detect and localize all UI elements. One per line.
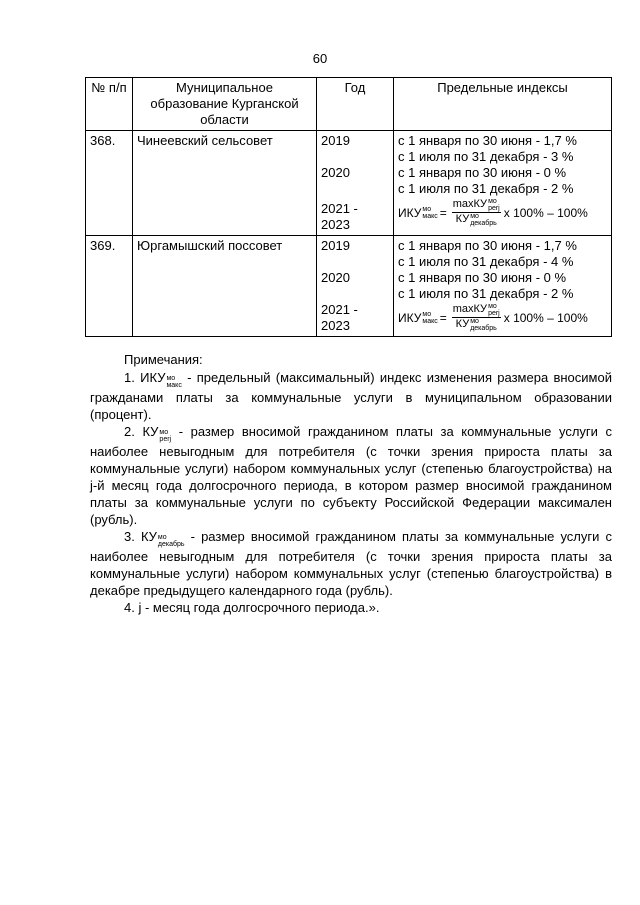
- notes-section: [90, 351, 612, 616]
- note-term-base: ИКУ: [140, 370, 166, 385]
- table-row: [86, 131, 612, 236]
- note-text: j - месяц года долгосрочного периода.».: [138, 600, 380, 615]
- formula-lhs-sub: макс: [422, 317, 438, 325]
- year-2019: 2019: [321, 238, 350, 253]
- note-item: [90, 423, 612, 528]
- note-item: [90, 599, 612, 616]
- note-term-sub: декабрь: [157, 541, 185, 548]
- formula-eq: =: [439, 310, 447, 325]
- formula-den: КУ: [455, 213, 470, 225]
- header-indices: Предельные индексы: [394, 78, 612, 131]
- row-years: [317, 236, 394, 337]
- formula-num: maxКУ: [452, 303, 488, 315]
- header-num: № п/п: [86, 78, 133, 131]
- formula-num: maxКУ: [452, 198, 488, 210]
- note-term: [141, 528, 185, 548]
- row-indices: [394, 131, 612, 236]
- note-text: - предельный (максимальный) индекс изменения размера вносимой гражданами платы за коммунальные услуги в муниципальном образовании (процент).: [90, 370, 612, 422]
- year-2020: 2020: [321, 270, 350, 285]
- notes-title: Примечания:: [124, 352, 203, 367]
- note-text: - размер вносимой гражданином платы за коммунальные услуги с наиболее невыгодным для потребителя (с точки зрения прироста платы за коммунальные услуги) набором коммунальных услуг (степенью благоустройства) в декабре предыдущего календарного года (рубль).: [90, 529, 612, 598]
- index-line: с 1 января по 30 июня - 0 %: [398, 165, 567, 180]
- year-2019: 2019: [321, 133, 350, 148]
- indices-table: [85, 77, 612, 337]
- index-formula: [398, 198, 607, 227]
- formula-fraction: [452, 198, 501, 227]
- formula-lhs-sub: макс: [422, 212, 438, 220]
- note-number: 3.: [124, 529, 135, 544]
- note-term-sub: макс: [166, 382, 182, 389]
- formula-den: КУ: [455, 318, 470, 330]
- note-number: 4.: [124, 600, 135, 615]
- table-header-row: [86, 78, 612, 131]
- note-number: 2.: [124, 424, 135, 439]
- page-number: 60: [312, 51, 328, 66]
- index-line: с 1 июля по 31 декабря - 2 %: [398, 286, 574, 301]
- year-2021: 2021 -: [321, 201, 358, 216]
- index-line: с 1 января по 30 июня - 0 %: [398, 270, 567, 285]
- note-text: - размер вносимой гражданином платы за коммунальные услуги с наиболее невыгодным для потребителя (с точки зрения прироста платы за коммунальные услуги) набором коммунальных услуг (степенью благоустройства) на j-й месяц года долгосрочного периода, в котором размер вносимой гражданином платы за коммунальные услуги по субъекту Российской Федерации максимален (рубль).: [90, 424, 612, 527]
- note-number: 1.: [124, 370, 135, 385]
- index-line: с 1 января по 30 июня - 1,7 %: [398, 238, 577, 253]
- year-2023: 2023: [321, 217, 350, 232]
- formula-eq: =: [439, 205, 447, 220]
- year-2020: 2020: [321, 165, 350, 180]
- note-term-sub: perj: [159, 436, 172, 443]
- formula-fraction: [452, 303, 501, 332]
- note-term-sup: мо: [157, 534, 167, 541]
- row-years: [317, 131, 394, 236]
- header-municipality: Муниципальное образование Курганской области: [133, 78, 317, 131]
- index-line: с 1 июля по 31 декабря - 4 %: [398, 254, 574, 269]
- table-row: [86, 236, 612, 337]
- row-num: 369.: [86, 236, 133, 337]
- row-indices: [394, 236, 612, 337]
- formula-den-sup: мо: [470, 213, 479, 220]
- note-item: [90, 528, 612, 599]
- formula-num-sup: мо: [488, 198, 497, 205]
- formula-num-sub: perj: [488, 205, 500, 212]
- index-line: с 1 июля по 31 декабря - 2 %: [398, 181, 574, 196]
- formula-den-sub: декабрь: [470, 220, 497, 227]
- year-2021: 2021 -: [321, 302, 358, 317]
- index-formula: [398, 303, 607, 332]
- formula-tail: x 100% – 100%: [503, 310, 588, 325]
- year-2023: 2023: [321, 318, 350, 333]
- row-municipality: Чинеевский сельсовет: [133, 131, 317, 236]
- formula-lhs-sup: мо: [422, 205, 432, 213]
- note-item: [90, 369, 612, 423]
- note-term-sup: мо: [166, 375, 176, 382]
- note-term-sup: мо: [159, 429, 169, 436]
- formula-num-sub: perj: [488, 310, 500, 317]
- note-term: [142, 423, 171, 443]
- formula-lhs-sup: мо: [422, 310, 432, 318]
- index-line: с 1 января по 30 июня - 1,7 %: [398, 133, 577, 148]
- formula-den-sub: декабрь: [470, 325, 497, 332]
- row-municipality: Юргамышский поссовет: [133, 236, 317, 337]
- index-line: с 1 июля по 31 декабря - 3 %: [398, 149, 574, 164]
- formula-num-sup: мо: [488, 303, 497, 310]
- header-year: Год: [317, 78, 394, 131]
- note-term: [140, 369, 182, 389]
- formula-den-sup: мо: [470, 318, 479, 325]
- formula-tail: x 100% – 100%: [503, 205, 588, 220]
- formula-lhs: ИКУ: [398, 310, 422, 325]
- note-term-base: КУ: [142, 424, 159, 439]
- formula-lhs: ИКУ: [398, 205, 422, 220]
- row-num: 368.: [86, 131, 133, 236]
- note-term-base: КУ: [140, 529, 157, 544]
